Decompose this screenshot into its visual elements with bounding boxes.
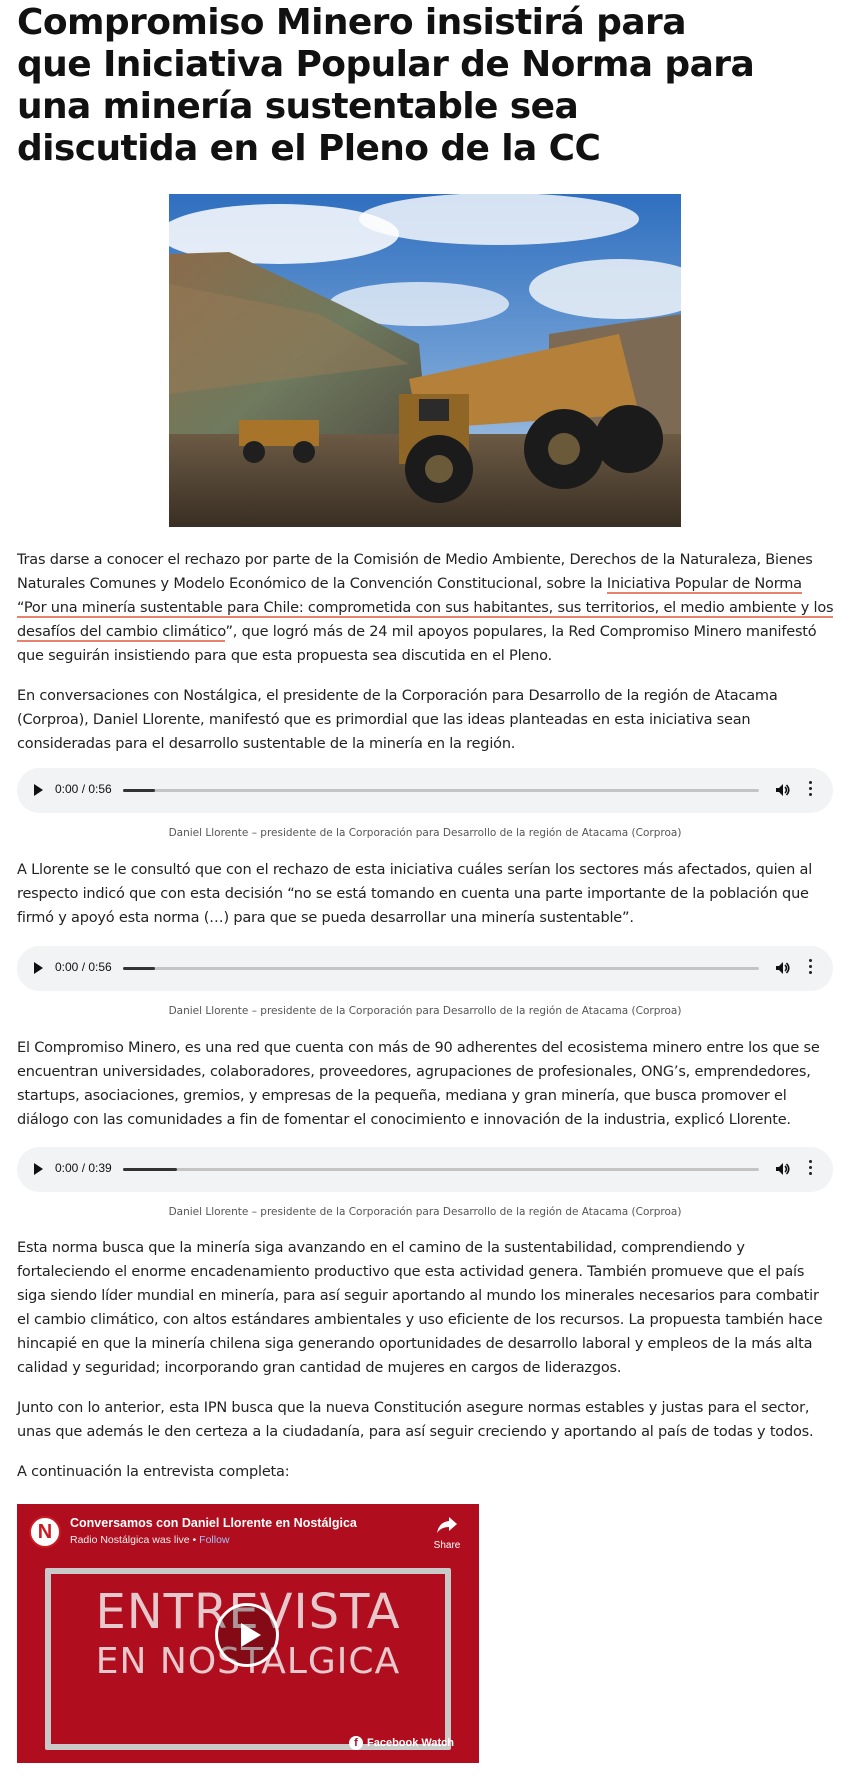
audio-time: 0:00 / 0:56 — [55, 960, 112, 974]
play-icon — [241, 1623, 261, 1647]
audio-progress-fill — [123, 1168, 177, 1171]
audio-player-1[interactable] — [17, 768, 833, 813]
volume-icon[interactable] — [774, 959, 792, 977]
facebook-video-embed[interactable] — [17, 1504, 479, 1763]
paragraph-intro — [17, 548, 835, 668]
facebook-watch-link[interactable] — [349, 1736, 454, 1750]
audio-progress-track[interactable] — [123, 1168, 759, 1171]
audio-progress-track[interactable] — [123, 967, 759, 970]
video-subtitle — [70, 1534, 230, 1546]
play-icon[interactable] — [34, 1163, 43, 1175]
follow-link[interactable]: Follow — [199, 1534, 230, 1546]
paragraph-llorente: En conversaciones con Nostálgica, el presidente de la Corporación para Desarrollo de la región de Atacama (Corproa), Daniel Llorente, manifestó que es primordial que las ideas planteadas en esta iniciativa sean consideradas para el desarrollo sustentable de la minería en la región. — [17, 688, 778, 752]
more-options-icon[interactable] — [807, 781, 813, 799]
paragraph-norm: Esta norma busca que la minería siga avanzando en el camino de la sustentabilidad, comprendiendo y fortaleciendo el enorme encadenamiento productivo que esta actividad genera. También promueve que el país siga siendo líder mundial en minería, para así seguir aportando al mundo los minerales necesarios para combatir el cambio climático, con altos estándares ambientales y uso eficiente de los recursos. La propuesta también hace hincapié en que la minería chilena siga generando oportunidades de desarrollo laboral y empleos de la más alta calidad y seguridad; incorporando gran cantidad de mujeres en cargos de liderazgos. — [17, 1240, 823, 1376]
audio-caption-2: Daniel Llorente – presidente de la Corporación para Desarrollo de la región de Atacama (Corproa) — [168, 1005, 682, 1017]
video-title[interactable]: Conversamos con Daniel Llorente en Nostálgica — [70, 1516, 357, 1530]
audio-progress-fill — [123, 789, 155, 792]
paragraph-intro-start: Tras darse a conocer el rechazo por parte de la Comisión de Medio Ambiente, Derechos de la Naturaleza, Bienes Naturales Comunes y Modelo Económico de la Convención Constitucional, sobre la — [17, 552, 813, 592]
volume-icon[interactable] — [774, 1160, 792, 1178]
mining-truck-image — [169, 194, 681, 527]
share-icon — [436, 1516, 458, 1534]
paragraph-interview-intro: A continuación la entrevista completa: — [17, 1464, 290, 1480]
share-button[interactable] — [430, 1516, 464, 1551]
channel-logo-letter: N — [37, 1520, 53, 1543]
audio-caption-3: Daniel Llorente – presidente de la Corporación para Desarrollo de la región de Atacama (Corproa) — [168, 1206, 682, 1218]
facebook-icon: f — [349, 1736, 363, 1750]
initiative-link[interactable]: Iniciativa Popular de Norma “Por una minería sustentable para Chile: comprometida con sus habitantes, sus territorios, el medio ambiente y los desafíos del cambio climático — [17, 576, 834, 640]
paragraph-ipn: Junto con lo anterior, esta IPN busca que la nueva Constitución asegure normas estables y justas para el sector, unas que además le den certeza a la ciudadanía, para así seguir creciendo y aportando al país de todas y todos. — [17, 1400, 814, 1440]
more-options-icon[interactable] — [807, 1160, 813, 1178]
audio-progress-track[interactable] — [123, 789, 759, 792]
video-headline-1: ENTREVISTA — [95, 1584, 401, 1640]
paragraph-question: A Llorente se le consultó que con el rechazo de esta iniciativa cuáles serían los sectores más afectados, quien al respecto indicó que con esta decisión “no se está tomando en cuenta una parte importante de la población que firmó y apoyó esta norma (…) para que se pueda desarrollar una minería sustentable”. — [17, 862, 813, 926]
audio-progress-fill — [123, 967, 155, 970]
share-label: Share — [433, 1540, 461, 1551]
audio-time: 0:00 / 0:39 — [55, 1161, 112, 1175]
paragraph-intro-end: ”, que logró más de 24 mil apoyos populares, la Red Compromiso Minero manifestó que seguirán insistiendo para que esta propuesta sea discutida en el Pleno. — [17, 624, 817, 664]
facebook-watch-label: Facebook Watch — [367, 1737, 454, 1749]
more-options-icon[interactable] — [807, 959, 813, 977]
video-headline-2: EN NOSTALGICA — [95, 1641, 401, 1682]
video-play-button[interactable] — [215, 1603, 279, 1667]
channel-logo[interactable] — [29, 1516, 61, 1548]
paragraph-network: El Compromiso Minero, es una red que cuenta con más de 90 adherentes del ecosistema minero entre los que se encuentran universidades, colaboradores, proveedores, agrupaciones de profesionales, ONG’s, emprendedores, startups, asociaciones, gremios, y empresas de la pequeña, mediana y gran minería, que busca promover el diálogo con las comunidades a fin de fomentar el conocimiento e innovación de la industria, explicó Llorente. — [17, 1040, 820, 1128]
audio-caption-1: Daniel Llorente – presidente de la Corporación para Desarrollo de la región de Atacama (Corproa) — [168, 827, 682, 839]
article-title: Compromiso Minero insistirá para que Iniciativa Popular de Norma para una minería sustentable sea discutida en el Pleno de la CC — [17, 2, 755, 169]
audio-time: 0:00 / 0:56 — [55, 782, 112, 796]
video-live-status: Radio Nostálgica was live • — [70, 1534, 200, 1546]
play-icon[interactable] — [34, 962, 43, 974]
audio-player-3[interactable] — [17, 1147, 833, 1192]
audio-player-2[interactable] — [17, 946, 833, 991]
volume-icon[interactable] — [774, 781, 792, 799]
play-icon[interactable] — [34, 784, 43, 796]
